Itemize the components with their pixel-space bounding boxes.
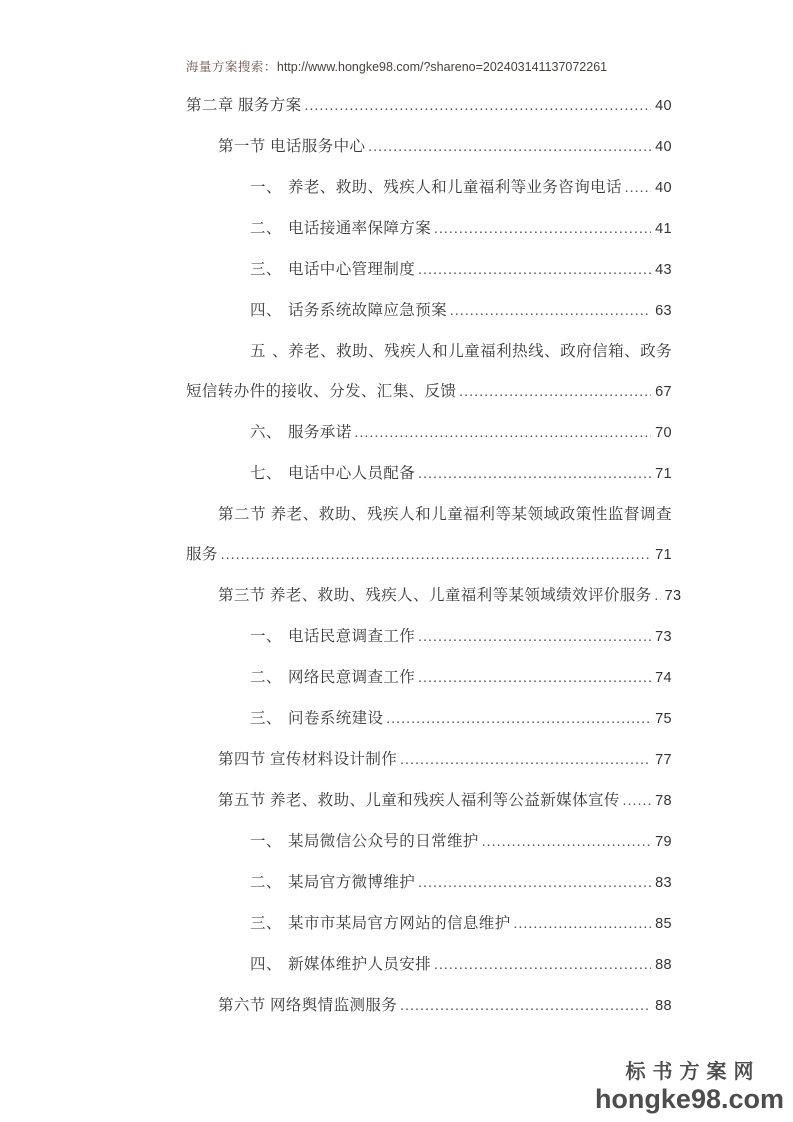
toc-entry[interactable] [186, 617, 672, 658]
doc-header [0, 58, 793, 76]
toc-entry-page: 70 [655, 425, 672, 441]
toc-entry-number: 四、 [250, 956, 282, 973]
toc-entry[interactable] [186, 781, 672, 822]
toc-entry-page: 74 [655, 670, 672, 686]
toc-entry[interactable] [186, 332, 672, 413]
toc-entry-number: 一、 [250, 628, 282, 645]
dot-leader [221, 535, 651, 576]
dot-leader [514, 904, 651, 945]
toc-entry-title-continued: 短信转办件的接收、分发、汇集、反馈 [186, 383, 457, 400]
toc-entry[interactable] [186, 495, 672, 576]
toc-entry-page: 73 [664, 588, 682, 604]
toc-entry[interactable] [186, 127, 672, 168]
dot-leader [418, 658, 651, 699]
toc-entry-number: 一、 [250, 833, 282, 850]
toc-entry-title: 第五节 养老、救助、儿童和残疾人福利等公益新媒体宣传 [218, 792, 620, 809]
toc-entry-number: 七、 [250, 465, 282, 482]
toc-entry[interactable] [186, 658, 672, 699]
toc-entry-page: 63 [655, 303, 672, 319]
toc-entry-page: 43 [655, 262, 672, 278]
toc-entry-page: 71 [655, 547, 672, 563]
toc-entry[interactable] [186, 86, 672, 127]
dot-leader [434, 209, 651, 250]
header-share-url[interactable]: http://www.hongke98.com/?shareno=202403141137072261 [276, 60, 608, 74]
toc-entry-title: 服务承诺 [288, 424, 352, 441]
dot-leader [655, 576, 661, 617]
dot-leader [400, 986, 651, 1027]
toc-entry-page: 78 [655, 793, 672, 809]
toc-entry-number: 一、 [250, 179, 282, 196]
toc-entry[interactable] [186, 986, 672, 1027]
dot-leader [400, 740, 651, 781]
toc-entry-number: 四、 [250, 302, 282, 319]
toc-entry-title: 养老、救助、残疾人和儿童福利等业务咨询电话 [288, 179, 622, 196]
dot-leader [418, 617, 651, 658]
toc-entry-page: 73 [655, 629, 672, 645]
toc-entry[interactable] [186, 863, 672, 904]
toc-entry-page: 88 [655, 957, 672, 973]
watermark-site-name: 标书方案网 [625, 1061, 761, 1083]
toc-entry-title: 第六节 网络舆情监测服务 [218, 997, 398, 1014]
toc-entry-number: 三、 [250, 915, 282, 932]
toc-entry-page: 77 [655, 752, 672, 768]
toc-entry-title: 某局官方微博维护 [288, 874, 416, 891]
toc-entry-page: 71 [655, 466, 672, 482]
dot-leader [482, 822, 651, 863]
dot-leader [450, 291, 651, 332]
header-search-label: 海量方案搜索： [185, 60, 277, 74]
toc-entry[interactable] [186, 576, 682, 617]
toc-entry-page: 40 [655, 180, 672, 196]
toc-entry-number: 三、 [250, 710, 282, 727]
toc-entry-title: 第三节 养老、救助、残疾人、儿童福利等某领域绩效评价服务 [218, 587, 652, 604]
toc-entry-page: 79 [655, 834, 672, 850]
toc-entry-title: 第二章 服务方案 [186, 97, 302, 114]
toc-entry-title: 问卷系统建设 [288, 710, 384, 727]
toc-entry[interactable] [186, 454, 672, 495]
dot-leader [418, 250, 651, 291]
toc-entry-number: 三、 [250, 261, 282, 278]
toc-entry-title: 新媒体维护人员安排 [288, 956, 432, 973]
toc-entry-title-continued: 服务 [186, 546, 218, 563]
toc-entry-page: 85 [655, 916, 672, 932]
toc-entry[interactable] [186, 209, 672, 250]
toc-entry[interactable] [186, 250, 672, 291]
dot-leader [625, 168, 651, 209]
toc-entry-page: 75 [655, 711, 672, 727]
watermark [595, 1060, 784, 1114]
toc-entry-page: 67 [655, 384, 672, 400]
toc-entry-number: 五、 [250, 343, 288, 360]
dot-leader [355, 413, 651, 454]
toc-entry[interactable] [186, 413, 672, 454]
toc-entry-number: 二、 [250, 220, 282, 237]
dot-leader [386, 699, 651, 740]
toc-entry[interactable] [186, 168, 672, 209]
table-of-contents [186, 86, 682, 1027]
toc-entry[interactable] [186, 904, 672, 945]
toc-entry-number: 二、 [250, 874, 282, 891]
toc-entry-title: 某市市某局官方网站的信息维护 [288, 915, 511, 932]
toc-entry-title: 第二节 养老、救助、残疾人和儿童福利等某领域政策性监督调查 [218, 506, 672, 523]
dot-leader [434, 945, 651, 986]
dot-leader [418, 863, 651, 904]
toc-entry-title: 第一节 电话服务中心 [218, 138, 366, 155]
watermark-domain: hongke98.com [594, 1084, 784, 1114]
toc-entry-page: 88 [655, 998, 672, 1014]
toc-entry-page: 40 [655, 98, 672, 114]
toc-entry-page: 83 [655, 875, 672, 891]
dot-leader [623, 781, 651, 822]
toc-entry[interactable] [186, 699, 672, 740]
dot-leader [418, 454, 651, 495]
toc-entry[interactable] [186, 822, 672, 863]
toc-entry-title: 养老、救助、残疾人和儿童福利热线、政府信箱、政务 [288, 343, 672, 360]
toc-entry-title: 电话中心人员配备 [288, 465, 416, 482]
toc-entry-title: 第四节 宣传材料设计制作 [218, 751, 398, 768]
dot-leader [305, 86, 651, 127]
toc-entry-page: 41 [655, 221, 672, 237]
toc-entry-title: 网络民意调查工作 [288, 669, 416, 686]
toc-entry-page: 40 [655, 139, 672, 155]
toc-entry[interactable] [186, 291, 672, 332]
toc-entry-number: 二、 [250, 669, 282, 686]
toc-entry-title: 电话民意调查工作 [288, 628, 416, 645]
dot-leader [368, 127, 651, 168]
toc-entry-title: 电话中心管理制度 [288, 261, 416, 278]
dot-leader [459, 372, 651, 413]
toc-entry-title: 电话接通率保障方案 [288, 220, 432, 237]
toc-entry[interactable] [186, 945, 672, 986]
toc-entry-title: 某局微信公众号的日常维护 [288, 833, 479, 850]
toc-entry[interactable] [186, 740, 672, 781]
toc-entry-number: 六、 [250, 424, 282, 441]
toc-entry-title: 话务系统故障应急预案 [288, 302, 448, 319]
